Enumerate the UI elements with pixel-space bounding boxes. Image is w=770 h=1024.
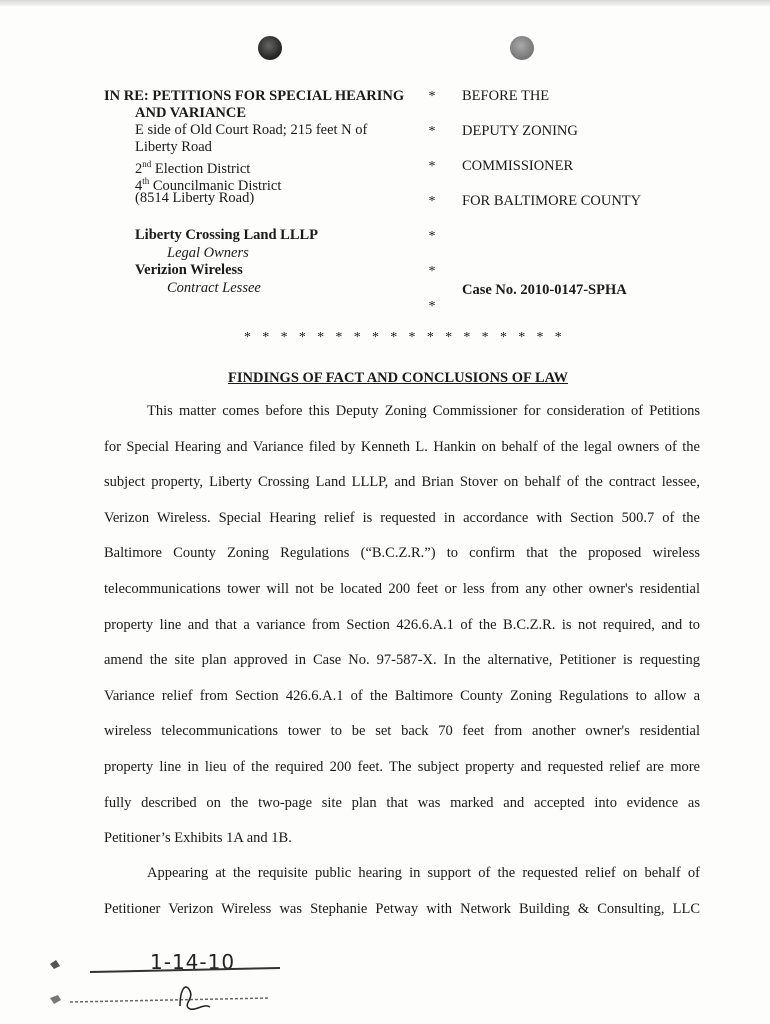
findings-heading: FINDINGS OF FACT AND CONCLUSIONS OF LAW	[228, 370, 568, 386]
paragraph-line: subject property, Liberty Crossing Land LLLP, and Brian Stover on behalf of the contract lessee,	[104, 474, 700, 491]
paragraph-line: Baltimore County Zoning Regulations (“B.C.Z.R.”) to confirm that the proposed wireless	[104, 545, 700, 562]
caption-election-district: 2nd Election District	[135, 159, 251, 177]
punch-hole-left	[258, 36, 282, 60]
handwritten-date: 1-14-10	[150, 950, 236, 974]
paragraph-line: Verizon Wireless. Special Hearing relief is requested in accordance with Section 500.7 of the	[104, 509, 700, 526]
caption-deputy-zoning: DEPUTY ZONING	[462, 123, 578, 139]
paragraph-appearance	[104, 856, 700, 927]
punch-hole-right	[510, 36, 534, 60]
caption-lessee-role: Contract Lessee	[167, 280, 261, 296]
caption-star: *	[428, 159, 436, 174]
paragraph-line: Petitioner’s Exhibits 1A and 1B.	[104, 830, 292, 847]
paragraph-line: amend the site plan approved in Case No. 97-587-X. In the alternative, Petitioner is requesting	[104, 652, 700, 669]
paragraph-line: Appearing at the requisite public hearing in support of the requested relief on behalf of	[147, 865, 700, 881]
caption-star: *	[428, 229, 436, 244]
star-separator: * * * * * * * * * * * * * * * * * *	[244, 330, 562, 345]
caption-address: (8514 Liberty Road)	[135, 190, 255, 206]
caption-baltimore-county: FOR BALTIMORE COUNTY	[462, 193, 642, 209]
paragraph-line: for Special Hearing and Variance filed by Kenneth L. Hankin on behalf of the legal owners of the	[104, 438, 700, 455]
caption-in-re: IN RE: PETITIONS FOR SPECIAL HEARING	[104, 88, 405, 104]
case-number: Case No. 2010-0147-SPHA	[462, 282, 627, 298]
paragraph-line: property line and that a variance from Section 426.6.A.1 of the B.C.Z.R. is not required, and to	[104, 616, 700, 633]
caption-star: *	[428, 264, 436, 279]
caption-location: E side of Old Court Road; 215 feet N of	[135, 122, 368, 138]
caption-commissioner: COMMISSIONER	[462, 158, 574, 174]
caption-and-variance: AND VARIANCE	[135, 105, 247, 121]
paragraph-line: Petitioner Verizon Wireless was Stephanie Petway with Network Building & Consulting, LLC	[104, 900, 700, 917]
paragraph-line: Variance relief from Section 426.6.A.1 of the Baltimore County Zoning Regulations to allow a	[104, 687, 700, 704]
caption-star: *	[428, 299, 436, 314]
caption-star: *	[428, 124, 436, 139]
caption-lessee: Verizion Wireless	[135, 262, 243, 278]
caption-location-road: Liberty Road	[135, 139, 212, 155]
caption-councilmanic-district: 4th Councilmanic District	[135, 176, 282, 194]
caption-owner-role: Legal Owners	[167, 245, 249, 261]
paragraph-line: wireless telecommunications tower to be set back 70 feet from another owner's residential	[104, 723, 700, 740]
paragraph-line: telecommunications tower will not be located 200 feet or less from any other owner's residential	[104, 580, 700, 597]
paragraph-line: fully described on the two-page site plan that was marked and accepted into evidence as	[104, 794, 700, 811]
paragraph-line: property line in lieu of the required 200 feet. The subject property and requested relief are more	[104, 758, 700, 775]
scan-top-edge	[0, 0, 770, 6]
caption-star: *	[428, 194, 436, 209]
caption-owner: Liberty Crossing Land LLLP	[135, 227, 319, 243]
paragraph-line: This matter comes before this Deputy Zoning Commissioner for consideration of Petitions	[147, 403, 700, 419]
paragraph-findings	[104, 394, 700, 857]
caption-star: *	[428, 89, 436, 104]
caption-before-the: BEFORE THE	[462, 88, 550, 104]
signature-mark	[30, 946, 310, 1016]
